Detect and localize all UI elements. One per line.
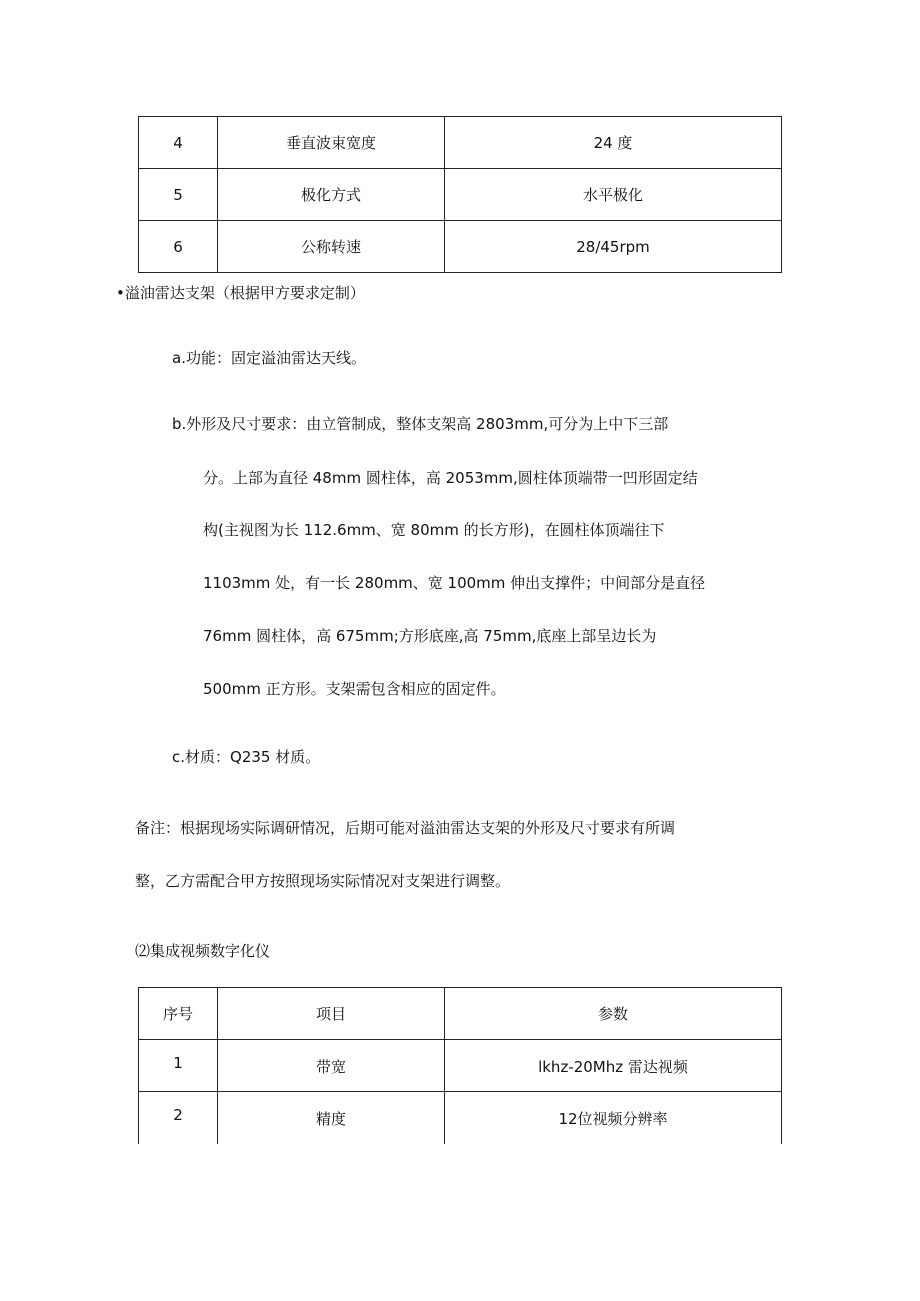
row-number: 4 bbox=[139, 117, 218, 169]
row-number: 2 bbox=[139, 1092, 218, 1144]
table-row bbox=[139, 117, 782, 169]
table-row bbox=[139, 221, 782, 273]
item-b-line: 500mm 正方形。支架需包含相应的固定件。 bbox=[203, 680, 506, 698]
row-item: 精度 bbox=[218, 1092, 445, 1144]
item-b-line: 构(主视图为长 112.6mm、宽 80mm 的长方形)，在圆柱体顶端往下 bbox=[203, 521, 665, 539]
row-number: 1 bbox=[139, 1040, 218, 1092]
row-item: 极化方式 bbox=[218, 169, 445, 221]
note-line: 备注：根据现场实际调研情况，后期可能对溢油雷达支架的外形及尺寸要求有所调 bbox=[135, 819, 676, 837]
table-row bbox=[139, 1040, 782, 1092]
table-row bbox=[139, 169, 782, 221]
item-c: c.材质：Q235 材质。 bbox=[172, 748, 321, 766]
row-item: 带宽 bbox=[218, 1040, 445, 1092]
subsection-title: ⑵集成视频数字化仪 bbox=[135, 942, 271, 960]
row-value: 24 度 bbox=[445, 117, 782, 169]
digitizer-spec-table bbox=[138, 987, 782, 1144]
item-a: a.功能：固定溢油雷达天线。 bbox=[172, 349, 366, 367]
item-b-line: 分。上部为直径 48mm 圆柱体，高 2053mm,圆柱体顶端带一凹形固定结 bbox=[203, 469, 698, 487]
row-value: 28/45rpm bbox=[445, 221, 782, 273]
row-value: 12位视频分辨率 bbox=[445, 1092, 782, 1144]
section-heading: •溢油雷达支架（根据甲方要求定制） bbox=[116, 284, 365, 302]
table-header-row bbox=[139, 988, 782, 1040]
row-number: 5 bbox=[139, 169, 218, 221]
header-number: 序号 bbox=[139, 988, 218, 1040]
antenna-spec-table bbox=[138, 116, 782, 273]
table-row bbox=[139, 1092, 782, 1144]
row-value: lkhz-20Mhz 雷达视频 bbox=[445, 1040, 782, 1092]
header-item: 项目 bbox=[218, 988, 445, 1040]
row-item: 垂直波束宽度 bbox=[218, 117, 445, 169]
note-line: 整，乙方需配合甲方按照现场实际情况对支架进行调整。 bbox=[135, 872, 511, 890]
item-b-line: 76mm 圆柱体，高 675mm;方形底座,高 75mm,底座上部呈边长为 bbox=[203, 627, 657, 645]
row-value: 水平极化 bbox=[445, 169, 782, 221]
item-b-line: b.外形及尺寸要求：由立管制成，整体支架高 2803mm,可分为上中下三部 bbox=[172, 415, 669, 433]
header-value: 参数 bbox=[445, 988, 782, 1040]
row-number: 6 bbox=[139, 221, 218, 273]
row-item: 公称转速 bbox=[218, 221, 445, 273]
item-b-line: 1103mm 处，有一长 280mm、宽 100mm 伸出支撑件；中间部分是直径 bbox=[203, 574, 706, 592]
